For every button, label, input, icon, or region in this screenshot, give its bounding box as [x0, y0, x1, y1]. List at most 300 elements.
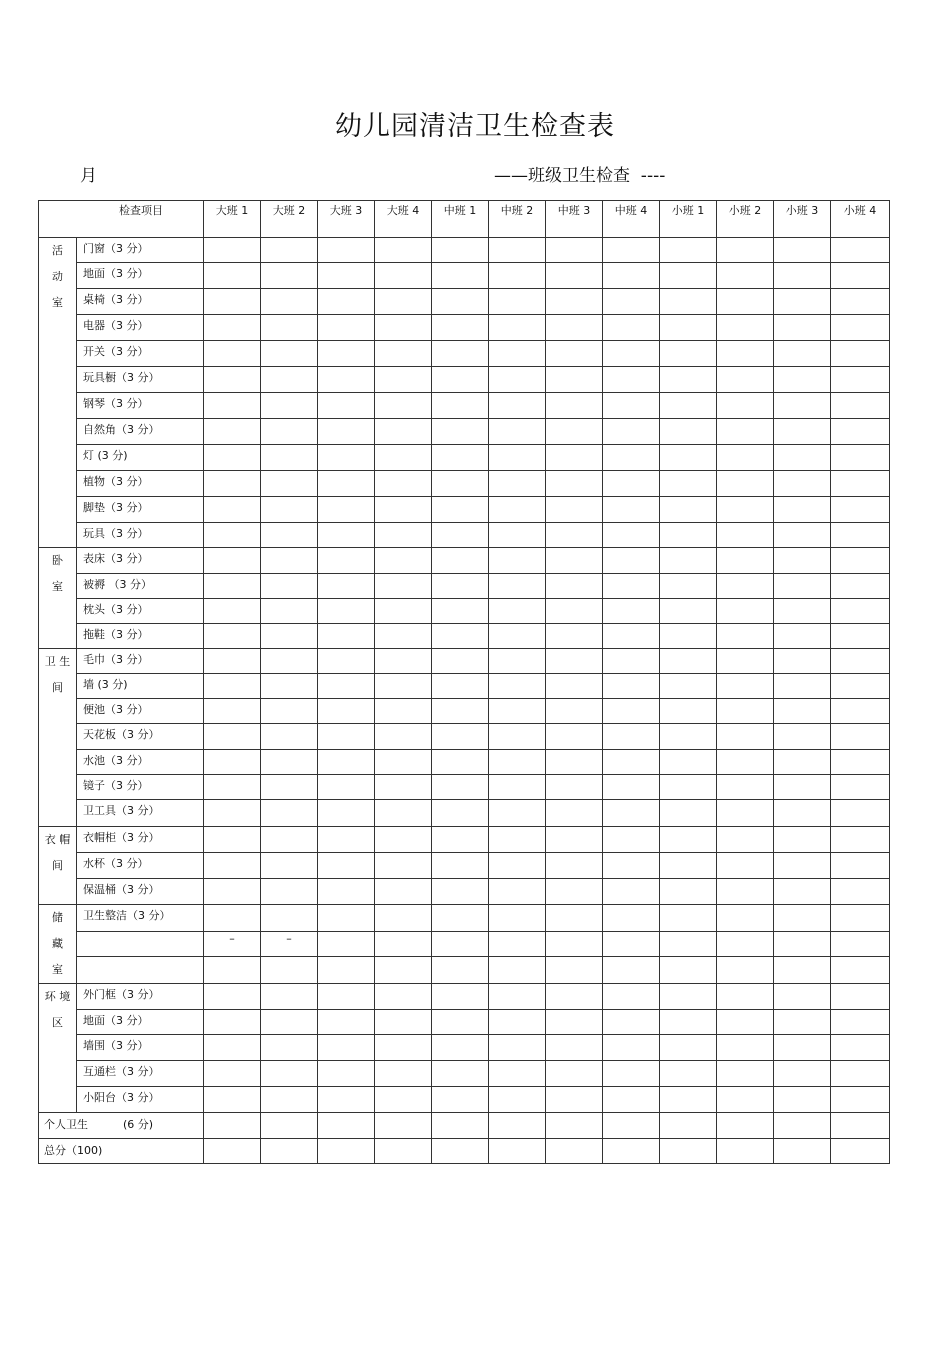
score-cell[interactable] — [318, 263, 375, 289]
score-cell[interactable] — [261, 800, 318, 827]
score-cell[interactable] — [489, 724, 546, 750]
score-cell[interactable] — [831, 624, 890, 649]
score-cell[interactable] — [261, 957, 318, 984]
score-cell[interactable] — [660, 1087, 717, 1113]
score-cell[interactable] — [318, 341, 375, 367]
score-cell[interactable] — [660, 393, 717, 419]
score-cell[interactable] — [831, 497, 890, 523]
score-cell[interactable] — [603, 315, 660, 341]
score-cell[interactable] — [375, 289, 432, 315]
score-cell[interactable] — [660, 649, 717, 674]
score-cell[interactable] — [318, 649, 375, 674]
score-cell[interactable] — [318, 1061, 375, 1087]
score-cell[interactable] — [660, 1010, 717, 1035]
score-cell[interactable] — [318, 574, 375, 599]
score-cell[interactable] — [603, 827, 660, 853]
score-cell[interactable] — [261, 1087, 318, 1113]
score-cell[interactable] — [489, 879, 546, 905]
score-cell[interactable] — [603, 471, 660, 497]
score-cell[interactable] — [660, 1035, 717, 1061]
score-cell[interactable] — [603, 624, 660, 649]
score-cell[interactable] — [717, 879, 774, 905]
score-cell[interactable] — [831, 750, 890, 775]
score-cell[interactable] — [717, 853, 774, 879]
score-cell[interactable] — [831, 289, 890, 315]
score-cell[interactable] — [318, 367, 375, 393]
score-cell[interactable] — [603, 1035, 660, 1061]
score-cell[interactable] — [204, 649, 261, 674]
score-cell[interactable] — [546, 853, 603, 879]
score-cell[interactable] — [774, 800, 831, 827]
score-cell[interactable] — [603, 445, 660, 471]
score-cell[interactable] — [432, 984, 489, 1010]
score-cell[interactable] — [546, 1139, 603, 1164]
score-cell[interactable] — [375, 827, 432, 853]
score-cell[interactable] — [375, 649, 432, 674]
score-cell[interactable] — [318, 393, 375, 419]
score-cell[interactable] — [774, 827, 831, 853]
score-cell[interactable] — [318, 957, 375, 984]
score-cell[interactable] — [489, 827, 546, 853]
score-cell[interactable] — [774, 775, 831, 800]
score-cell[interactable] — [375, 699, 432, 724]
score-cell[interactable] — [660, 724, 717, 750]
score-cell[interactable] — [603, 853, 660, 879]
score-cell[interactable] — [375, 775, 432, 800]
score-cell[interactable] — [204, 853, 261, 879]
score-cell[interactable] — [204, 1010, 261, 1035]
score-cell[interactable] — [774, 674, 831, 699]
score-cell[interactable] — [318, 624, 375, 649]
score-cell[interactable] — [261, 984, 318, 1010]
score-cell[interactable] — [489, 1061, 546, 1087]
score-cell[interactable] — [717, 497, 774, 523]
score-cell[interactable] — [831, 775, 890, 800]
score-cell[interactable] — [432, 1035, 489, 1061]
score-cell[interactable] — [660, 315, 717, 341]
score-cell[interactable] — [603, 1139, 660, 1164]
score-cell[interactable] — [717, 263, 774, 289]
score-cell[interactable] — [375, 367, 432, 393]
score-cell[interactable] — [204, 800, 261, 827]
score-cell[interactable] — [546, 879, 603, 905]
score-cell[interactable] — [546, 1113, 603, 1139]
score-cell[interactable] — [660, 471, 717, 497]
score-cell[interactable] — [831, 827, 890, 853]
score-cell[interactable] — [717, 289, 774, 315]
score-cell[interactable] — [204, 238, 261, 263]
score-cell[interactable] — [375, 497, 432, 523]
score-cell[interactable] — [546, 800, 603, 827]
score-cell[interactable] — [432, 471, 489, 497]
score-cell[interactable] — [204, 1139, 261, 1164]
score-cell[interactable] — [546, 315, 603, 341]
score-cell[interactable] — [375, 471, 432, 497]
score-cell[interactable] — [660, 548, 717, 574]
score-cell[interactable] — [204, 548, 261, 574]
score-cell[interactable] — [831, 800, 890, 827]
score-cell[interactable] — [261, 393, 318, 419]
score-cell[interactable] — [375, 445, 432, 471]
score-cell[interactable] — [660, 341, 717, 367]
score-cell[interactable] — [660, 853, 717, 879]
score-cell[interactable] — [660, 905, 717, 932]
score-cell[interactable] — [774, 750, 831, 775]
score-cell[interactable] — [831, 699, 890, 724]
score-cell[interactable] — [204, 1035, 261, 1061]
score-cell[interactable] — [717, 471, 774, 497]
score-cell[interactable] — [660, 238, 717, 263]
score-cell[interactable] — [204, 699, 261, 724]
score-cell[interactable] — [831, 957, 890, 984]
score-cell[interactable] — [432, 367, 489, 393]
score-cell[interactable] — [546, 471, 603, 497]
score-cell[interactable] — [831, 1113, 890, 1139]
score-cell[interactable] — [432, 289, 489, 315]
score-cell[interactable] — [603, 699, 660, 724]
score-cell[interactable] — [660, 289, 717, 315]
score-cell[interactable] — [774, 523, 831, 548]
score-cell[interactable] — [318, 827, 375, 853]
score-cell[interactable] — [603, 263, 660, 289]
score-cell[interactable] — [831, 523, 890, 548]
score-cell[interactable] — [432, 1061, 489, 1087]
score-cell[interactable] — [432, 523, 489, 548]
score-cell[interactable] — [831, 238, 890, 263]
score-cell[interactable] — [261, 1035, 318, 1061]
score-cell[interactable] — [318, 853, 375, 879]
score-cell[interactable] — [717, 649, 774, 674]
score-cell[interactable] — [831, 263, 890, 289]
score-cell[interactable] — [546, 599, 603, 624]
score-cell[interactable] — [489, 1139, 546, 1164]
score-cell[interactable] — [489, 419, 546, 445]
score-cell[interactable] — [603, 905, 660, 932]
score-cell[interactable] — [546, 624, 603, 649]
score-cell[interactable] — [375, 548, 432, 574]
score-cell[interactable] — [318, 800, 375, 827]
score-cell[interactable] — [318, 674, 375, 699]
score-cell[interactable] — [717, 1035, 774, 1061]
score-cell[interactable] — [375, 984, 432, 1010]
score-cell[interactable] — [489, 932, 546, 957]
score-cell[interactable] — [375, 1010, 432, 1035]
score-cell[interactable] — [489, 523, 546, 548]
score-cell[interactable] — [660, 599, 717, 624]
score-cell[interactable] — [432, 419, 489, 445]
score-cell[interactable] — [432, 674, 489, 699]
score-cell[interactable] — [546, 497, 603, 523]
score-cell[interactable] — [660, 932, 717, 957]
score-cell[interactable] — [717, 1113, 774, 1139]
score-cell[interactable] — [546, 957, 603, 984]
score-cell[interactable] — [261, 315, 318, 341]
score-cell[interactable] — [774, 315, 831, 341]
score-cell[interactable] — [717, 419, 774, 445]
score-cell[interactable] — [546, 341, 603, 367]
score-cell[interactable] — [375, 1139, 432, 1164]
score-cell[interactable] — [603, 523, 660, 548]
score-cell[interactable] — [717, 238, 774, 263]
score-cell[interactable] — [318, 419, 375, 445]
score-cell[interactable] — [717, 775, 774, 800]
score-cell[interactable] — [432, 800, 489, 827]
score-cell[interactable] — [546, 1035, 603, 1061]
score-cell[interactable] — [318, 1087, 375, 1113]
score-cell[interactable] — [318, 1010, 375, 1035]
score-cell[interactable] — [660, 1061, 717, 1087]
score-cell[interactable] — [204, 674, 261, 699]
score-cell[interactable] — [204, 367, 261, 393]
score-cell[interactable] — [375, 905, 432, 932]
score-cell[interactable] — [432, 238, 489, 263]
score-cell[interactable] — [660, 750, 717, 775]
score-cell[interactable] — [318, 1139, 375, 1164]
score-cell[interactable] — [489, 624, 546, 649]
score-cell[interactable] — [603, 674, 660, 699]
score-cell[interactable] — [489, 599, 546, 624]
score-cell[interactable] — [831, 932, 890, 957]
score-cell[interactable] — [204, 1087, 261, 1113]
score-cell[interactable] — [375, 750, 432, 775]
score-cell[interactable] — [261, 1113, 318, 1139]
score-cell[interactable] — [546, 263, 603, 289]
score-cell[interactable] — [774, 599, 831, 624]
score-cell[interactable] — [489, 315, 546, 341]
score-cell[interactable] — [603, 367, 660, 393]
score-cell[interactable] — [318, 1113, 375, 1139]
score-cell[interactable] — [375, 879, 432, 905]
score-cell[interactable] — [261, 548, 318, 574]
score-cell[interactable] — [717, 932, 774, 957]
score-cell[interactable] — [204, 523, 261, 548]
score-cell[interactable] — [375, 800, 432, 827]
score-cell[interactable] — [546, 574, 603, 599]
score-cell[interactable] — [204, 724, 261, 750]
score-cell[interactable] — [831, 341, 890, 367]
score-cell[interactable] — [432, 445, 489, 471]
score-cell[interactable] — [432, 574, 489, 599]
score-cell[interactable] — [831, 905, 890, 932]
score-cell[interactable] — [831, 984, 890, 1010]
score-cell[interactable] — [831, 1139, 890, 1164]
score-cell[interactable] — [831, 649, 890, 674]
score-cell[interactable] — [375, 523, 432, 548]
score-cell[interactable] — [603, 1010, 660, 1035]
score-cell[interactable] — [489, 853, 546, 879]
score-cell[interactable] — [375, 341, 432, 367]
score-cell[interactable] — [489, 497, 546, 523]
score-cell[interactable] — [660, 574, 717, 599]
score-cell[interactable] — [603, 238, 660, 263]
score-cell[interactable] — [603, 957, 660, 984]
score-cell[interactable] — [717, 905, 774, 932]
score-cell[interactable] — [546, 674, 603, 699]
score-cell[interactable] — [717, 341, 774, 367]
score-cell[interactable] — [261, 238, 318, 263]
score-cell[interactable] — [261, 471, 318, 497]
score-cell[interactable] — [603, 724, 660, 750]
score-cell[interactable] — [489, 393, 546, 419]
score-cell[interactable] — [546, 750, 603, 775]
score-cell[interactable] — [774, 853, 831, 879]
score-cell[interactable] — [774, 1010, 831, 1035]
score-cell[interactable] — [261, 445, 318, 471]
score-cell[interactable] — [204, 599, 261, 624]
score-cell[interactable] — [603, 548, 660, 574]
score-cell[interactable] — [774, 574, 831, 599]
score-cell[interactable] — [603, 932, 660, 957]
score-cell[interactable] — [432, 624, 489, 649]
score-cell[interactable] — [831, 724, 890, 750]
score-cell[interactable] — [831, 419, 890, 445]
score-cell[interactable] — [318, 445, 375, 471]
score-cell[interactable] — [660, 523, 717, 548]
score-cell[interactable] — [831, 445, 890, 471]
score-cell[interactable] — [660, 827, 717, 853]
score-cell[interactable] — [318, 879, 375, 905]
score-cell[interactable] — [603, 879, 660, 905]
score-cell[interactable] — [432, 1010, 489, 1035]
score-cell[interactable] — [603, 750, 660, 775]
score-cell[interactable] — [717, 445, 774, 471]
score-cell[interactable] — [717, 1010, 774, 1035]
score-cell[interactable] — [831, 1087, 890, 1113]
score-cell[interactable] — [318, 1035, 375, 1061]
score-cell[interactable] — [660, 367, 717, 393]
score-cell[interactable] — [261, 724, 318, 750]
score-cell[interactable] — [717, 750, 774, 775]
score-cell[interactable] — [603, 1061, 660, 1087]
score-cell[interactable] — [546, 1061, 603, 1087]
score-cell[interactable] — [204, 445, 261, 471]
score-cell[interactable] — [546, 523, 603, 548]
score-cell[interactable] — [432, 827, 489, 853]
score-cell[interactable] — [717, 957, 774, 984]
score-cell[interactable] — [831, 674, 890, 699]
score-cell[interactable] — [831, 548, 890, 574]
score-cell[interactable] — [432, 699, 489, 724]
score-cell[interactable] — [375, 957, 432, 984]
score-cell[interactable] — [660, 879, 717, 905]
score-cell[interactable] — [717, 1087, 774, 1113]
score-cell[interactable] — [432, 853, 489, 879]
score-cell[interactable] — [774, 984, 831, 1010]
score-cell[interactable] — [831, 315, 890, 341]
score-cell[interactable] — [261, 879, 318, 905]
score-cell[interactable] — [261, 574, 318, 599]
score-cell[interactable] — [660, 624, 717, 649]
score-cell[interactable] — [546, 827, 603, 853]
score-cell[interactable] — [774, 699, 831, 724]
score-cell[interactable] — [546, 699, 603, 724]
score-cell[interactable] — [717, 827, 774, 853]
score-cell[interactable] — [660, 800, 717, 827]
score-cell[interactable] — [717, 393, 774, 419]
score-cell[interactable] — [603, 1113, 660, 1139]
score-cell[interactable] — [774, 1035, 831, 1061]
score-cell[interactable] — [603, 393, 660, 419]
score-cell[interactable] — [204, 419, 261, 445]
score-cell[interactable] — [660, 1113, 717, 1139]
score-cell[interactable] — [375, 932, 432, 957]
score-cell[interactable] — [774, 724, 831, 750]
score-cell[interactable] — [375, 419, 432, 445]
score-cell[interactable] — [432, 548, 489, 574]
score-cell[interactable] — [546, 393, 603, 419]
score-cell[interactable] — [261, 699, 318, 724]
score-cell[interactable] — [204, 315, 261, 341]
score-cell[interactable] — [489, 548, 546, 574]
score-cell[interactable] — [774, 367, 831, 393]
score-cell[interactable] — [774, 548, 831, 574]
score-cell[interactable] — [318, 599, 375, 624]
score-cell[interactable] — [261, 624, 318, 649]
score-cell[interactable] — [717, 624, 774, 649]
score-cell[interactable] — [774, 932, 831, 957]
score-cell[interactable] — [774, 1113, 831, 1139]
score-cell[interactable] — [831, 393, 890, 419]
score-cell[interactable] — [432, 263, 489, 289]
score-cell[interactable] — [717, 724, 774, 750]
score-cell[interactable] — [432, 393, 489, 419]
score-cell[interactable] — [204, 984, 261, 1010]
score-cell[interactable] — [204, 1061, 261, 1087]
score-cell[interactable] — [261, 905, 318, 932]
score-cell[interactable] — [318, 724, 375, 750]
score-cell[interactable] — [261, 775, 318, 800]
score-cell[interactable] — [546, 238, 603, 263]
score-cell[interactable] — [375, 624, 432, 649]
score-cell[interactable] — [603, 574, 660, 599]
score-cell[interactable] — [375, 574, 432, 599]
score-cell[interactable] — [204, 574, 261, 599]
score-cell[interactable] — [717, 1139, 774, 1164]
score-cell[interactable] — [774, 419, 831, 445]
score-cell[interactable] — [774, 1061, 831, 1087]
score-cell[interactable] — [603, 497, 660, 523]
score-cell[interactable] — [660, 497, 717, 523]
score-cell[interactable] — [261, 1010, 318, 1035]
score-cell[interactable] — [831, 574, 890, 599]
score-cell[interactable] — [261, 649, 318, 674]
score-cell[interactable] — [489, 750, 546, 775]
score-cell[interactable] — [261, 289, 318, 315]
score-cell[interactable] — [774, 263, 831, 289]
score-cell[interactable] — [261, 674, 318, 699]
score-cell[interactable] — [546, 775, 603, 800]
score-cell[interactable] — [660, 1139, 717, 1164]
score-cell[interactable] — [774, 238, 831, 263]
score-cell[interactable] — [204, 957, 261, 984]
score-cell[interactable] — [774, 957, 831, 984]
score-cell[interactable] — [831, 853, 890, 879]
score-cell[interactable] — [489, 957, 546, 984]
score-cell[interactable] — [318, 238, 375, 263]
score-cell[interactable] — [261, 1139, 318, 1164]
score-cell[interactable] — [261, 419, 318, 445]
score-cell[interactable] — [717, 674, 774, 699]
score-cell[interactable] — [432, 649, 489, 674]
score-cell[interactable] — [603, 800, 660, 827]
score-cell[interactable] — [831, 367, 890, 393]
score-cell[interactable] — [318, 315, 375, 341]
score-cell[interactable] — [318, 523, 375, 548]
score-cell[interactable] — [432, 599, 489, 624]
score-cell[interactable] — [375, 1113, 432, 1139]
score-cell[interactable] — [774, 879, 831, 905]
score-cell[interactable] — [774, 1139, 831, 1164]
